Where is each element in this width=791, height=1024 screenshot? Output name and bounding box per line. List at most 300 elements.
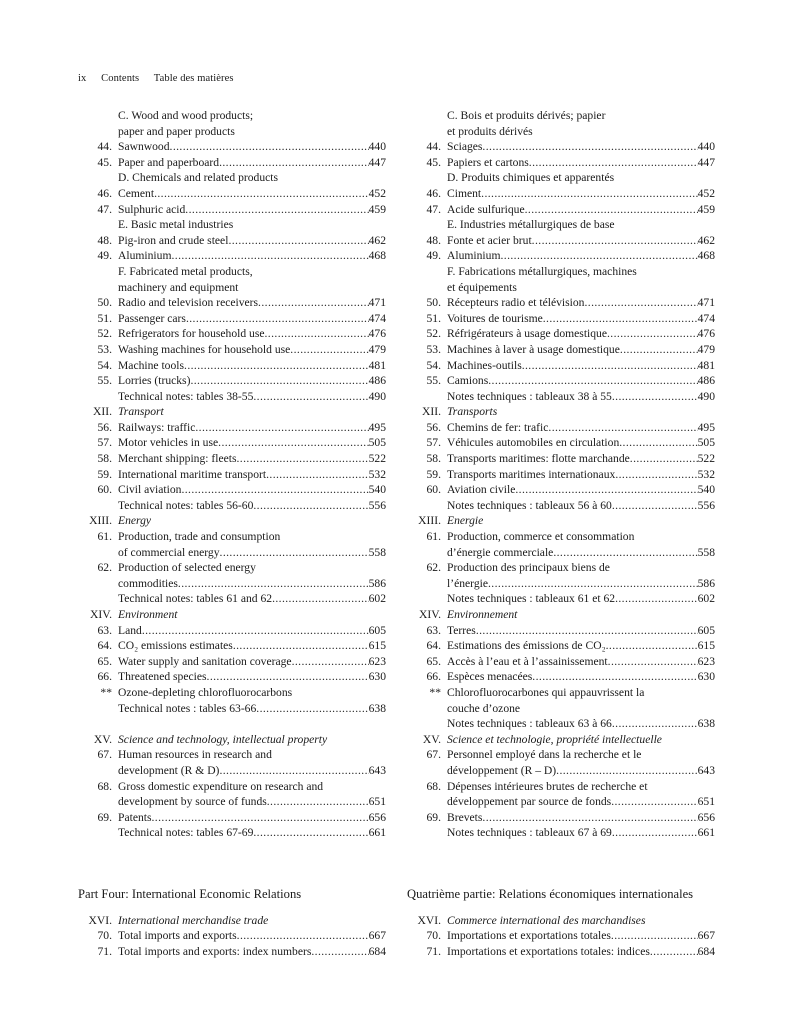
page-number: 643 <box>368 763 386 777</box>
toc-entry <box>78 186 386 202</box>
entry-number: 60. <box>426 483 441 497</box>
entry-title: Personnel employé dans la recherche et le <box>447 748 642 762</box>
page-number: 586 <box>368 576 386 590</box>
toc-entry <box>407 264 715 280</box>
toc-entry <box>407 124 715 140</box>
leader-dots <box>611 928 698 944</box>
toc-entry <box>78 202 386 218</box>
entry-number: 51. <box>426 311 441 325</box>
entry-number: 54. <box>97 358 112 372</box>
leader-dots <box>630 451 698 467</box>
section-heading <box>407 607 715 623</box>
toc-entry <box>78 529 386 545</box>
toc-entry <box>407 170 715 186</box>
entry-number: 55. <box>426 374 441 388</box>
entry-title: Ciment <box>447 186 482 200</box>
entry-title: C. Bois et produits dérivés; papier <box>447 109 606 122</box>
entry-title: Refrigerators for household use <box>118 327 265 341</box>
entry-number: 46. <box>426 186 441 200</box>
entry-title: l’énergie <box>447 576 488 590</box>
page-number: 623 <box>368 654 386 668</box>
entry-title: et équipements <box>447 280 517 294</box>
leader-dots <box>256 701 368 717</box>
entry-number: 62. <box>97 561 112 575</box>
page-number: 522 <box>368 452 386 466</box>
leader-dots <box>488 576 698 592</box>
part-heading <box>407 887 715 903</box>
entry-title: Transports <box>447 405 498 419</box>
toc-entry <box>407 638 715 654</box>
toc-entry <box>78 482 386 498</box>
toc-entry <box>407 576 715 592</box>
toc-entry <box>78 685 386 701</box>
page-number: 667 <box>368 929 386 943</box>
page-number: 623 <box>697 654 715 668</box>
entry-title: Cement <box>118 186 155 200</box>
page-number: 684 <box>368 944 386 958</box>
entry-number: 56. <box>97 420 112 434</box>
entry-number: 67. <box>97 748 112 762</box>
leader-dots <box>218 435 368 451</box>
page-number: 522 <box>697 452 715 466</box>
entry-title: Passenger cars <box>118 311 186 325</box>
page-number: 651 <box>368 795 386 809</box>
toc-entry <box>407 701 715 717</box>
entry-number: 50. <box>97 296 112 310</box>
page-number: 471 <box>368 296 386 310</box>
toc-entry <box>78 654 386 670</box>
toc-entry <box>78 295 386 311</box>
toc-entry <box>78 155 386 171</box>
entry-title: Chlorofluorocarbones qui appauvrissent la <box>447 685 645 699</box>
toc-entry <box>407 716 715 732</box>
section-gap <box>407 903 715 913</box>
section-heading <box>78 913 386 929</box>
page-number: 479 <box>697 342 715 356</box>
section-gap <box>407 841 715 887</box>
section-gap <box>78 903 386 913</box>
entry-number: 44. <box>426 140 441 154</box>
toc-entry <box>78 342 386 358</box>
entry-title: Réfrigérateurs à usage domestique <box>447 327 607 341</box>
entry-title: Gross domestic expenditure on research and <box>118 779 324 793</box>
toc-entry <box>78 545 386 561</box>
toc-entry <box>407 389 715 405</box>
entry-title: commodities <box>118 576 178 590</box>
entry-number: 48. <box>426 233 441 247</box>
leader-dots <box>481 186 697 202</box>
leader-dots <box>266 467 369 483</box>
toc-entry <box>78 825 386 841</box>
page-number: 447 <box>368 155 386 169</box>
toc-entry <box>78 139 386 155</box>
entry-number: 58. <box>97 452 112 466</box>
leader-dots <box>233 638 369 654</box>
entry-title: développement par source de fonds <box>447 795 612 809</box>
section-heading <box>78 732 386 748</box>
leader-dots <box>476 623 698 639</box>
leader-dots <box>219 155 369 171</box>
toc-entry <box>407 248 715 264</box>
entry-title: Sulphuric acid <box>118 202 186 216</box>
leader-dots <box>620 342 698 358</box>
toc-entry <box>78 763 386 779</box>
entry-title: Notes techniques : tableaux 63 à 66 <box>447 717 612 731</box>
toc-entry <box>407 498 715 514</box>
leader-dots <box>195 420 368 436</box>
entry-title: Merchant shipping: fleets <box>118 452 237 466</box>
leader-dots <box>543 311 698 327</box>
toc-entry <box>407 810 715 826</box>
entry-number: XIII. <box>418 514 441 528</box>
page-number: 440 <box>368 140 386 154</box>
entry-title: Récepteurs radio et télévision <box>447 296 585 310</box>
entry-title: développement (R – D) <box>447 763 557 777</box>
entry-number: XVI. <box>417 913 441 927</box>
leader-dots <box>607 326 698 342</box>
page-number: 462 <box>697 233 715 247</box>
page-number: 479 <box>368 342 386 356</box>
section-heading <box>78 607 386 623</box>
entry-title: Accès à l’eau et à l’assainissement <box>447 654 608 668</box>
leader-dots <box>207 669 369 685</box>
page-number: 558 <box>697 545 715 559</box>
page-number: 495 <box>368 420 386 434</box>
toc-column-english <box>78 108 386 959</box>
entry-title: development by source of funds <box>118 795 267 809</box>
entry-number: 69. <box>426 810 441 824</box>
entry-title: F. Fabrications métallurgiques, machines <box>447 264 637 278</box>
entry-title: International maritime transport <box>118 467 267 481</box>
entry-title: Technical notes: tables 67-69 <box>118 826 254 840</box>
toc-entry <box>78 108 386 124</box>
page-number: 471 <box>697 296 715 310</box>
entry-title: Technical notes : tables 63-66 <box>118 701 257 715</box>
page-number: 661 <box>697 826 715 840</box>
toc-entry <box>78 233 386 249</box>
leader-dots <box>267 794 369 810</box>
section-heading <box>407 913 715 929</box>
blank-line <box>78 716 386 732</box>
page-number: 540 <box>697 483 715 497</box>
entry-title: Aluminium <box>118 249 172 263</box>
toc-entry <box>78 747 386 763</box>
toc-entry <box>407 451 715 467</box>
page-number: ix <box>78 73 87 84</box>
toc-entry <box>407 794 715 810</box>
toc-entry <box>78 944 386 960</box>
entry-title: Water supply and sanitation coverage <box>118 654 292 668</box>
entry-number: 54. <box>426 358 441 372</box>
leader-dots <box>237 928 369 944</box>
toc-entry <box>78 576 386 592</box>
page-number: 605 <box>368 623 386 637</box>
entry-title: Production, commerce et consommation <box>447 530 635 544</box>
entry-title: Production of selected energy <box>118 561 256 575</box>
entry-title: E. Basic metal industries <box>118 218 234 232</box>
leader-dots <box>482 139 697 155</box>
page-header <box>78 73 246 84</box>
page-number: 452 <box>697 186 715 200</box>
page-number: 468 <box>697 249 715 263</box>
page-number: 615 <box>697 639 715 653</box>
page-number: 481 <box>368 358 386 372</box>
toc-entry <box>78 170 386 186</box>
toc-entry <box>78 638 386 654</box>
entry-title: Espèces menacées <box>447 670 533 684</box>
leader-dots <box>190 373 368 389</box>
page-number: 656 <box>697 810 715 824</box>
section-heading <box>78 404 386 420</box>
entry-title: Brevets <box>447 810 483 824</box>
leader-dots <box>482 810 697 826</box>
entry-number: 60. <box>97 483 112 497</box>
entry-title: Quatrième partie: Relations économiques internationales <box>407 886 694 901</box>
entry-title: paper and paper products <box>118 124 235 138</box>
entry-title: Machines à laver à usage domestique <box>447 342 620 356</box>
entry-title: Notes techniques : tableaux 56 à 60 <box>447 498 612 512</box>
page-number: 505 <box>697 436 715 450</box>
page-number: 486 <box>368 374 386 388</box>
leader-dots <box>615 591 698 607</box>
leader-dots <box>178 576 369 592</box>
entry-title: Civil aviation <box>118 483 182 497</box>
entry-number: 56. <box>426 420 441 434</box>
leader-dots <box>220 545 369 561</box>
toc-entry <box>407 202 715 218</box>
entry-title: Véhicules automobiles en circulation <box>447 436 620 450</box>
header-contents-fr: Table des matières <box>153 73 234 84</box>
page-number: 638 <box>697 717 715 731</box>
page-number: 468 <box>368 249 386 263</box>
leader-dots <box>253 389 368 405</box>
section-gap <box>78 841 386 887</box>
page-number: 440 <box>697 140 715 154</box>
page-number: 462 <box>368 233 386 247</box>
leader-dots <box>290 342 368 358</box>
entry-number: XV. <box>422 732 441 746</box>
page-number: 490 <box>697 389 715 403</box>
leader-dots <box>612 498 698 514</box>
leader-dots <box>615 467 697 483</box>
leader-dots <box>522 358 698 374</box>
page-number: 540 <box>368 483 386 497</box>
toc-entry <box>407 669 715 685</box>
entry-title: Total imports and exports <box>118 929 237 943</box>
entry-title: Importations et exportations totales: indices <box>447 944 650 958</box>
leader-dots <box>185 202 368 218</box>
toc-entry <box>407 280 715 296</box>
toc-entry <box>407 545 715 561</box>
entry-title: Technical notes: tables 61 and 62 <box>118 592 273 606</box>
entry-number: 58. <box>426 452 441 466</box>
toc-entry <box>407 763 715 779</box>
entry-title: Aluminium <box>447 249 501 263</box>
toc-entry <box>78 373 386 389</box>
page-number: 602 <box>697 592 715 606</box>
entry-title: Sciages <box>447 140 483 154</box>
toc-entry <box>78 435 386 451</box>
toc-entry <box>78 794 386 810</box>
entry-number: 65. <box>97 654 112 668</box>
part-heading <box>78 887 386 903</box>
entry-title: machinery and equipment <box>118 280 239 294</box>
entry-title: Importations et exportations totales <box>447 929 611 943</box>
leader-dots <box>258 295 369 311</box>
toc-entry <box>78 498 386 514</box>
entry-title: Aviation civile <box>447 483 516 497</box>
page-number: 481 <box>697 358 715 372</box>
entry-number: 69. <box>97 810 112 824</box>
page-number: 532 <box>697 467 715 481</box>
entry-title: Acide sulfurique <box>447 202 525 216</box>
entry-title: International merchandise trade <box>118 913 269 927</box>
entry-title: Total imports and exports: index numbers <box>118 944 312 958</box>
page-number: 476 <box>368 327 386 341</box>
leader-dots <box>553 545 697 561</box>
leader-dots <box>311 944 368 960</box>
toc-entry <box>407 944 715 960</box>
section-heading <box>78 513 386 529</box>
entry-title: Technical notes: tables 56-60 <box>118 498 254 512</box>
entry-title: Pig-iron and crude steel <box>118 233 229 247</box>
toc-entry <box>78 560 386 576</box>
toc-entry <box>78 248 386 264</box>
entry-title: D. Produits chimiques et apparentés <box>447 171 615 185</box>
entry-title: Camions <box>447 374 489 388</box>
entry-title: Terres <box>447 623 476 637</box>
page-number: 602 <box>368 592 386 606</box>
entry-number: 44. <box>97 140 112 154</box>
toc-entry <box>78 810 386 826</box>
entry-number: 52. <box>97 327 112 341</box>
entry-number: XIV. <box>89 608 112 621</box>
entry-title: Energie <box>447 514 484 528</box>
page-number: 684 <box>697 944 715 958</box>
entry-number: 71. <box>97 944 112 958</box>
entry-title: Environment <box>118 608 178 621</box>
leader-dots <box>584 295 697 311</box>
toc-entry <box>407 326 715 342</box>
toc-entry <box>407 623 715 639</box>
entry-number: 49. <box>426 249 441 263</box>
entry-number: XII. <box>422 405 441 419</box>
header-contents-en: Contents <box>101 73 140 84</box>
toc-entry <box>407 139 715 155</box>
entry-title: Notes techniques : tableaux 38 à 55 <box>447 389 612 403</box>
page-number: 615 <box>368 639 386 653</box>
entry-title: Production, trade and consumption <box>118 530 281 544</box>
entry-number: 47. <box>97 202 112 216</box>
toc-entry <box>407 186 715 202</box>
entry-title: D. Chemicals and related products <box>118 171 279 185</box>
leader-dots <box>529 155 698 171</box>
entry-title: Notes techniques : tableaux 61 et 62 <box>447 592 616 606</box>
page-number: 643 <box>697 763 715 777</box>
toc-entry <box>78 420 386 436</box>
toc-entry <box>407 435 715 451</box>
entry-title: of commercial energy <box>118 545 220 559</box>
leader-dots <box>612 716 698 732</box>
entry-number: XV. <box>93 732 112 746</box>
page-number: 656 <box>368 810 386 824</box>
leader-dots <box>548 420 697 436</box>
toc-entry <box>407 747 715 763</box>
page-number: 505 <box>368 436 386 450</box>
toc-entry <box>407 467 715 483</box>
entry-number: 68. <box>426 779 441 793</box>
toc-entry <box>407 420 715 436</box>
entry-number: 57. <box>97 436 112 450</box>
entry-number: 61. <box>97 530 112 544</box>
entry-title: Science et technologie, propriété intellectuelle <box>447 732 662 746</box>
toc-entry <box>407 685 715 701</box>
entry-number: 70. <box>426 929 441 943</box>
toc-entry <box>407 108 715 124</box>
leader-dots <box>170 139 369 155</box>
toc-entry <box>78 701 386 717</box>
entry-number: 61. <box>426 530 441 544</box>
entry-title: Motor vehicles in use <box>118 436 219 450</box>
entry-number: 50. <box>426 296 441 310</box>
leader-dots <box>608 654 698 670</box>
entry-number: 53. <box>97 342 112 356</box>
toc-entry <box>78 358 386 374</box>
toc-entry <box>407 217 715 233</box>
entry-title: Land <box>118 623 142 637</box>
entry-title: F. Fabricated metal products, <box>118 264 253 278</box>
leader-dots <box>525 202 698 218</box>
leader-dots <box>556 763 697 779</box>
page-number: 459 <box>368 202 386 216</box>
page-number: 667 <box>697 929 715 943</box>
leader-dots <box>488 373 697 389</box>
entry-number: 65. <box>426 654 441 668</box>
page-number: 459 <box>697 202 715 216</box>
leader-dots <box>532 233 698 249</box>
page-number: 476 <box>697 327 715 341</box>
toc-entry <box>78 124 386 140</box>
entry-number: 64. <box>97 639 112 653</box>
leader-dots <box>265 326 369 342</box>
toc-entry <box>78 928 386 944</box>
entry-number: XVI. <box>88 913 112 927</box>
leader-dots <box>152 810 369 826</box>
leader-dots <box>154 186 369 202</box>
toc-entry <box>407 295 715 311</box>
toc-entry <box>78 467 386 483</box>
entry-title: Transports maritimes internationaux <box>447 467 616 481</box>
toc-entry <box>78 451 386 467</box>
leader-dots <box>237 451 369 467</box>
entry-number: 64. <box>426 639 441 653</box>
entry-title: Notes techniques : tableaux 67 à 69 <box>447 826 612 840</box>
leader-dots <box>606 638 698 654</box>
entry-number: 71. <box>426 944 441 958</box>
entry-title: Radio and television receivers <box>118 296 259 310</box>
page-number: 495 <box>697 420 715 434</box>
leader-dots <box>611 794 697 810</box>
entry-number: 45. <box>426 155 441 169</box>
entry-title: Voitures de tourisme <box>447 311 543 325</box>
leader-dots <box>650 944 698 960</box>
leader-dots <box>500 248 697 264</box>
toc-entry <box>407 654 715 670</box>
entry-title: Technical notes: tables 38-55 <box>118 389 254 403</box>
entry-number: 66. <box>97 670 112 684</box>
entry-number: 59. <box>426 467 441 481</box>
page-number: 638 <box>368 701 386 715</box>
